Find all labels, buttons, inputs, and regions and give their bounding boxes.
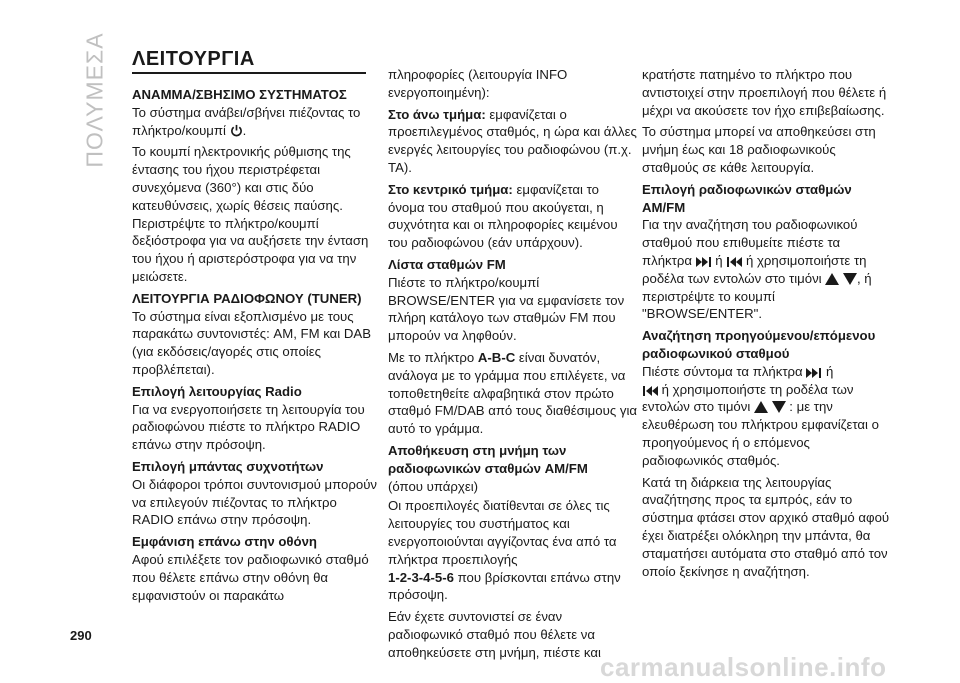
column-2 xyxy=(388,66,638,666)
section-title: ΛΕΙΤΟΥΡΓΙΑ xyxy=(132,48,255,70)
sidebar-label: ΠΟΛΥΜΕΣΑ xyxy=(81,32,108,168)
watermark: carmanualsonline.info xyxy=(600,652,887,682)
heading-radio-mode: Επιλογή λειτουργίας Radio xyxy=(132,383,302,399)
steering-down-icon xyxy=(843,273,857,285)
fast-forward-icon xyxy=(806,368,822,378)
paragraph: Το σύστημα μπορεί να αποθηκεύσει στη μνήμη έως και 18 ραδιοφωνικούς σταθμούς σε κάθε λειτουργία. xyxy=(642,124,876,175)
paragraph: πληροφορίες (λειτουργία INFO ενεργοποιημένη): xyxy=(388,67,568,100)
paragraph: Πιέστε σύντομα τα πλήκτρα ή ή χρησιμοποιήστε τη ροδέλα των εντολών στο τιμόνι : με την ελευθέρωση του πλήκτρου εμφανίζεται ο προηγούμενος ή ο επόμενος ραδιοφωνικός σταθμός. xyxy=(642,363,879,468)
paragraph: κρατήστε πατημένο το πλήκτρο που αντιστοιχεί στην προεπιλογή που θέλετε ή μέχρι να ακούσετε τον ήχο επιβεβαίωσης. xyxy=(642,67,887,118)
heading-fm-list: Λίστα σταθμών FM xyxy=(388,256,506,272)
heading-tuner: ΛΕΙΤΟΥΡΓΙΑ ΡΑΔΙΟΦΩΝΟΥ (TUNER) xyxy=(132,290,362,306)
paragraph: Οι διάφοροι τρόποι συντονισμού μπορούν να επιλεγούν πιέζοντας το πλήκτρο RADIO επάνω στην πρόσοψη. xyxy=(132,476,378,528)
paragraph: Εάν έχετε συντονιστεί σε έναν ραδιοφωνικό σταθμό που θέλετε να αποθηκεύσετε στη μνήμη, πιέστε και xyxy=(388,609,601,660)
title-rule xyxy=(132,72,366,74)
paragraph: Πιέστε το πλήκτρο/κουμπί BROWSE/ENTER για να εμφανίσετε τον πλήρη κατάλογο των σταθμών FM που μπορούν να ληφθούν. xyxy=(388,274,625,344)
heading-display: Εμφάνιση επάνω στην οθόνη xyxy=(132,534,317,550)
column-3 xyxy=(642,66,892,584)
paragraph: Στο κεντρικό τμήμα: εμφανίζεται το όνομα του σταθμού που ακούγεται, η συχνότητα και οι πληροφορίες κειμένου του ραδιοφώνου (εάν υπάρχουν). xyxy=(388,181,618,251)
column-1 xyxy=(132,84,382,608)
page-number: 290 xyxy=(70,628,92,643)
paragraph: Το σύστημα ανάβει/σβήνει πιέζοντας το πλήκτρο/κουμπί . xyxy=(132,104,361,138)
paragraph: (όπου υπάρχει) xyxy=(388,478,479,494)
paragraph: Με το πλήκτρο A-B-C είναι δυνατόν, ανάλογα με το γράμμα που επιλέγετε, να τοποθετηθείτε αλφαβητικά στον πρώτο σταθμό FM/DAB από τους διαθέσιμους για αυτό το γράμμα. xyxy=(388,349,637,437)
paragraph: Στο άνω τμήμα: εμφανίζεται ο προεπιλεγμένος σταθμός, η ώρα και άλλες ενεργές λειτουργίες του ραδιοφώνου (π.χ. TA). xyxy=(388,106,637,175)
paragraph: Οι προεπιλογές διατίθενται σε όλες τις λειτουργίες του συστήματος και ενεργοποιούνται αγγίζοντας ένα από τα πλήκτρα προεπιλογής 1-2-3-4-5-6 που βρίσκονται επάνω στην πρόσοψη. xyxy=(388,498,621,603)
paragraph: Το σύστημα είναι εξοπλισμένο με τους παρακάτω συντονιστές: AM, FM και DAB (για εκδόσεις/αγορές στις οποίες προβλέπεται). xyxy=(132,308,372,377)
heading-power: ΑΝΑΜΜΑ/ΣΒΗΣΙΜΟ ΣΥΣΤΗΜΑΤΟΣ xyxy=(132,87,347,102)
paragraph: Για την αναζήτηση του ραδιοφωνικού σταθμού που επιθυμείτε πιέστε τα πλήκτρα ή ή χρησιμοποιήστε τη ροδέλα των εντολών στο τιμόνι , ή περιστρέψτε το κουμπί "BROWSE/ENTER". xyxy=(642,217,872,322)
heading-memory: Αποθήκευση στη μνήμη των ραδιοφωνικών σταθμών AM/FM xyxy=(388,442,588,476)
steering-up-icon xyxy=(754,401,768,413)
rewind-icon xyxy=(642,386,658,396)
heading-band: Επιλογή μπάντας συχνοτήτων xyxy=(132,458,324,474)
heading-search: Αναζήτηση προηγούμενου/επόμενου ραδιοφωνικού σταθμού xyxy=(642,328,876,361)
paragraph: Κατά τη διάρκεια της λειτουργίας αναζήτησης προς τα εμπρός, εάν το σύστημα φτάσει στον αρχικό σταθμό αφού έχει διατρέξει ολόκληρη την μπάντα, θα σταματήσει αυτόματα στο σταθμό από τον οποίο ξεκίνησε η αναζήτηση. xyxy=(642,474,890,579)
paragraph: Για να ενεργοποιήσετε τη λειτουργία του ραδιοφώνου πιέστε το πλήκτρο RADIO επάνω στην πρόσοψη. xyxy=(132,401,365,453)
paragraph: Το κουμπί ηλεκτρονικής ρύθμισης της έντασης του ήχου περιστρέφεται συνεχόμενα (360°) και στις δύο κατευθύνσεις, χωρίς θέσεις παύσης. Περιστρέψτε το πλήκτρο/κουμπί δεξιόστροφα για να αυξήσετε την ένταση του ήχου ή αριστερόστροφα για να την μειώσετε. xyxy=(132,144,369,284)
rewind-icon xyxy=(726,257,742,267)
steering-up-icon xyxy=(825,273,839,285)
heading-station-select: Επιλογή ραδιοφωνικών σταθμών AM/FM xyxy=(642,181,852,215)
fast-forward-icon xyxy=(696,257,712,267)
power-icon xyxy=(230,124,243,137)
steering-down-icon xyxy=(772,401,786,413)
paragraph: Αφού επιλέξετε τον ραδιοφωνικό σταθμό που θέλετε επάνω στην οθόνη θα εμφανιστούν οι παρακάτω xyxy=(132,551,369,603)
